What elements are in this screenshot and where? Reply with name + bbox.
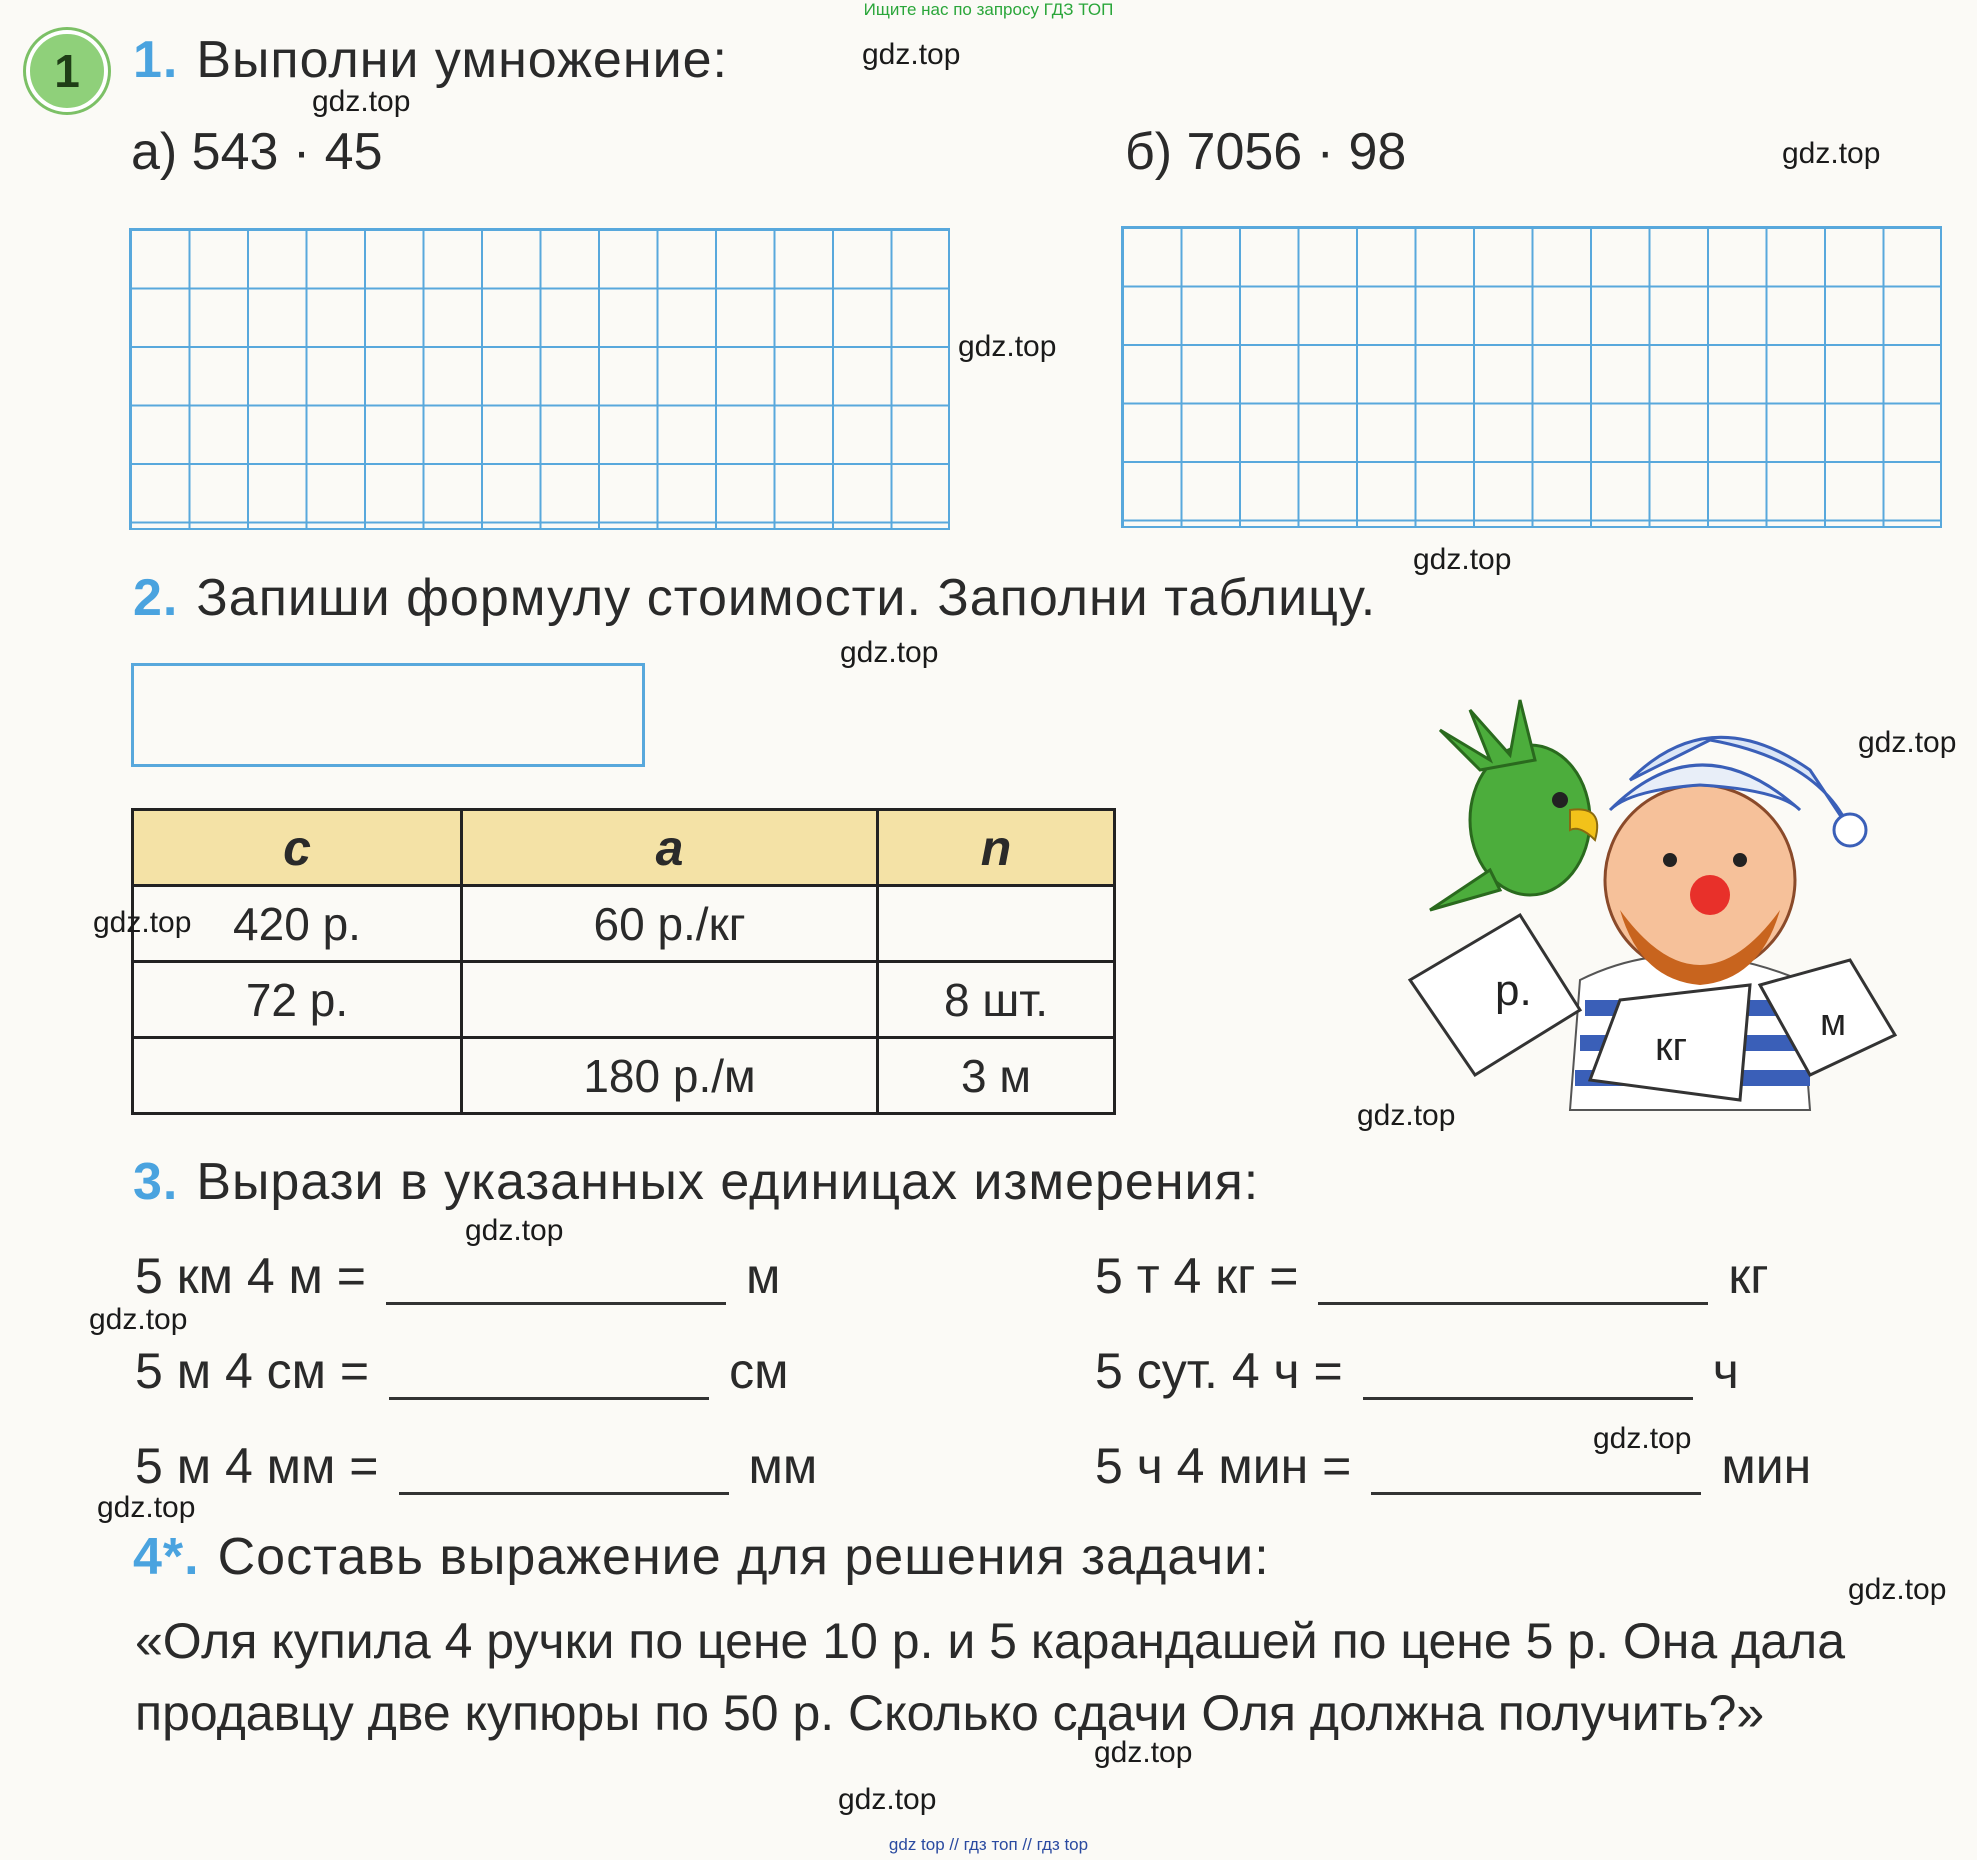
character-illustration (1380, 680, 1900, 1120)
conversion-unit: ч (1712, 1343, 1739, 1399)
conversion-row (135, 1247, 780, 1305)
sign-kg-label: кг (1655, 1025, 1688, 1069)
conversion-row (1095, 1247, 1769, 1305)
header-c: c (133, 810, 462, 886)
conversion-unit: мин (1721, 1438, 1812, 1494)
answer-blank[interactable] (1371, 1482, 1701, 1495)
sign-rub (1410, 915, 1580, 1075)
watermark: gdz.top (312, 85, 411, 118)
task4-number: 4*. (133, 1528, 200, 1586)
cell-a[interactable]: 180 р./м (462, 1038, 878, 1114)
sign-m-label: м (1820, 1002, 1847, 1044)
header-n: n (878, 810, 1115, 886)
answer-blank[interactable] (399, 1482, 729, 1495)
grid-a[interactable] (129, 228, 950, 530)
sailor-face (1605, 737, 1866, 985)
table-row (133, 886, 1115, 962)
cell-c[interactable]: 72 р. (133, 962, 462, 1038)
conversion-unit: кг (1728, 1248, 1769, 1304)
task2-title: Запиши формулу стоимости. Заполни таблицу. (196, 569, 1377, 627)
answer-blank[interactable] (386, 1292, 726, 1305)
watermark: gdz.top (97, 1491, 196, 1524)
sign-rub-label: р. (1495, 966, 1532, 1015)
search-notice: Ищите нас по запросу ГДЗ ТОП (863, 0, 1114, 19)
conversion-unit: м (746, 1248, 781, 1304)
cell-n[interactable] (878, 886, 1115, 962)
watermark: gdz.top (1593, 1422, 1692, 1455)
task1-title: Выполни умножение: (196, 31, 728, 89)
conversion-expr: 5 м 4 см = (135, 1343, 370, 1399)
task2-heading (133, 568, 1376, 628)
task4-title: Составь выражение для решения задачи: (217, 1528, 1270, 1586)
cell-a[interactable]: 60 р./кг (462, 886, 878, 962)
task4-problem-text: «Оля купила 4 ручки по цене 10 р. и 5 карандашей по цене 5 р. Она дала продавцу две купюры по 50 р. Сколько сдачи Оля должна получить?» (135, 1613, 1846, 1741)
answer-blank[interactable] (1318, 1292, 1708, 1305)
parrot (1430, 700, 1597, 910)
watermark: gdz.top (1858, 726, 1957, 759)
cell-n[interactable]: 3 м (878, 1038, 1115, 1114)
bottom-notice: gdz top // гдз топ // гдз top (888, 1835, 1089, 1854)
watermark: gdz.top (465, 1214, 564, 1247)
conversion-unit: мм (748, 1438, 818, 1494)
task1-heading (133, 30, 728, 90)
conversion-expr: 5 ч 4 мин = (1095, 1438, 1352, 1494)
cost-table (131, 808, 1116, 1115)
task3-title: Вырази в указанных единицах измерения: (196, 1153, 1260, 1211)
formula-input-box[interactable] (131, 663, 645, 767)
cell-a[interactable] (462, 962, 878, 1038)
watermark: gdz.top (840, 636, 939, 669)
header-a: a (462, 810, 878, 886)
cell-n[interactable]: 8 шт. (878, 962, 1115, 1038)
answer-blank[interactable] (1363, 1387, 1693, 1400)
watermark: gdz.top (862, 38, 961, 71)
watermark: gdz.top (1094, 1736, 1193, 1769)
watermark: gdz.top (838, 1783, 937, 1816)
table-row (133, 1038, 1115, 1114)
task1-number: 1. (133, 31, 179, 89)
task3-number: 3. (133, 1153, 179, 1211)
grid-b[interactable] (1121, 226, 1942, 528)
cell-c[interactable]: 420 р. (133, 886, 462, 962)
watermark: gdz.top (1782, 137, 1881, 170)
watermark: gdz.top (1357, 1099, 1456, 1132)
watermark: gdz.top (1848, 1573, 1947, 1606)
task3-heading (133, 1152, 1259, 1212)
conversion-unit: см (729, 1343, 789, 1399)
cell-c[interactable] (133, 1038, 462, 1114)
watermark: gdz.top (89, 1303, 188, 1336)
conversion-expr: 5 сут. 4 ч = (1095, 1343, 1343, 1399)
watermark: gdz.top (93, 906, 192, 939)
conversion-row (1095, 1342, 1739, 1400)
conversion-row (135, 1437, 817, 1495)
task2-number: 2. (133, 569, 179, 627)
table-row (133, 962, 1115, 1038)
task4-heading (133, 1527, 1270, 1587)
task1-expr-a: а) 543 · 45 (131, 123, 383, 181)
watermark: gdz.top (1413, 543, 1512, 576)
task1-expr-b: б) 7056 · 98 (1125, 123, 1407, 181)
conversion-expr: 5 км 4 м = (135, 1248, 367, 1304)
conversion-row (135, 1342, 789, 1400)
page-badge: 1 (26, 30, 108, 112)
answer-blank[interactable] (389, 1387, 709, 1400)
conversion-row (1095, 1437, 1811, 1495)
watermark: gdz.top (958, 330, 1057, 363)
conversion-expr: 5 м 4 мм = (135, 1438, 379, 1494)
conversion-expr: 5 т 4 кг = (1095, 1248, 1299, 1304)
